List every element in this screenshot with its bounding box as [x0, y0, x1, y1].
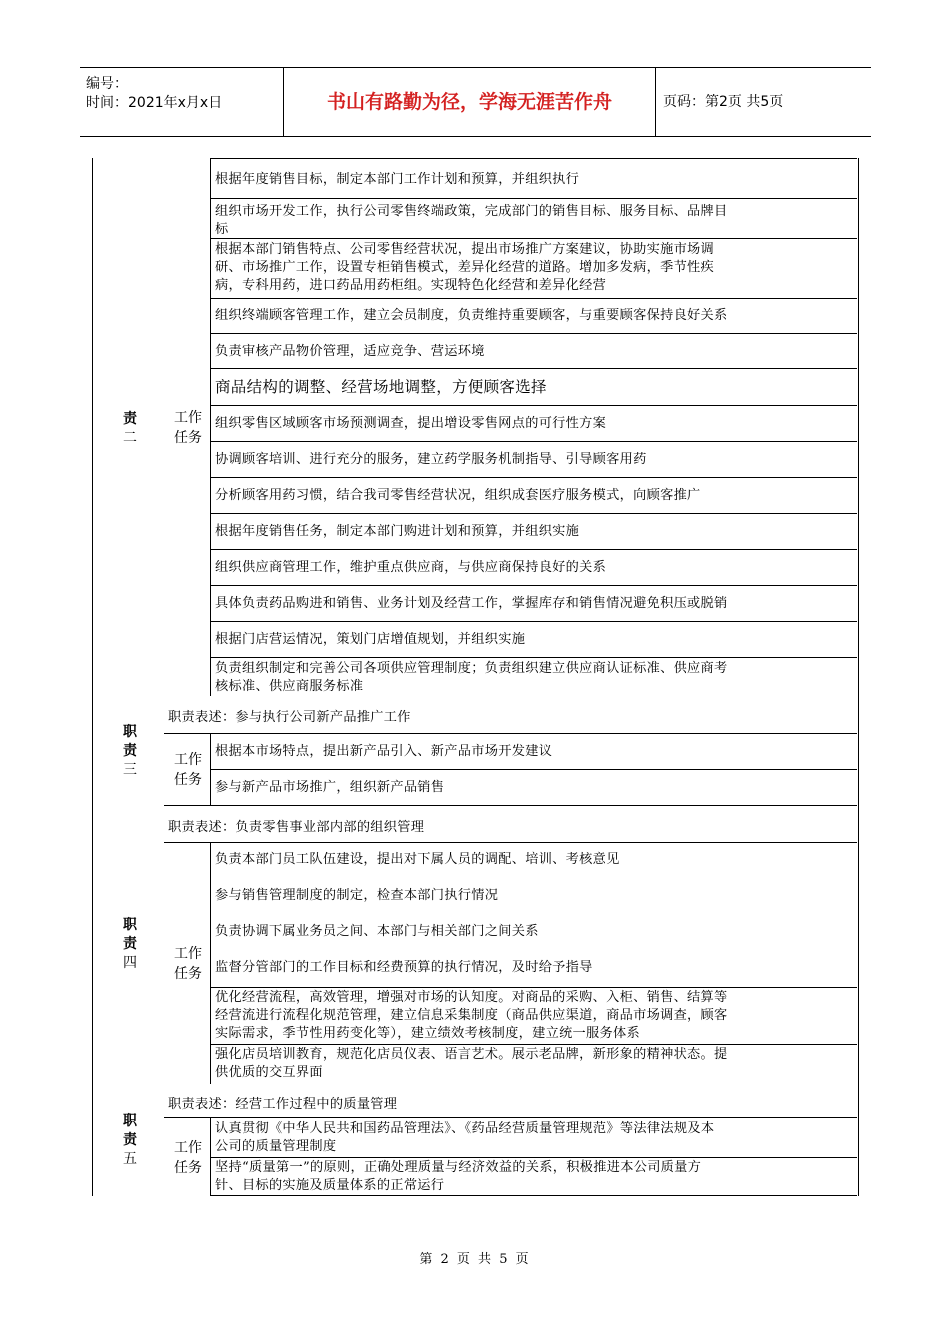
duty-3-description: 职责表述：参与执行公司新产品推广工作 [168, 710, 411, 725]
task-item: 组织供应商管理工作，维护重点供应商，与供应商保持良好的关系 [215, 560, 607, 575]
row-divider [210, 333, 857, 334]
task-item: 组织零售区域顾客市场预测调查，提出增设零售网点的可行性方案 [215, 416, 607, 431]
task-item: 坚持“质量第一”的原则，正确处理质量与经济效益的关系，积极推进本公司质量方 针、目标的实施及质量体系的正常运行 [215, 1160, 702, 1193]
task-item: 优化经营流程，高效管理，增强对市场的认知度。对商品的采购、入柜、销售、结算等 经营流进行流程化规范管理，建立信息采集制度（商品供应渠道，商品市场调查，顾客 实际需求，季节性用药变化等），建立绩效考核制度，建立统一服务体系 [215, 990, 728, 1041]
task-item: 分析顾客用药习惯，结合我司零售经营状况，组织成套医疗服务模式，向顾客推广 [215, 488, 701, 503]
task-item: 根据门店营运情况，策划门店增值规划，并组织实施 [215, 632, 526, 647]
task-item: 负责组织制定和完善公司各项供应管理制度；负责组织建立供应商认证标准、供应商考 核标准、供应商服务标准 [215, 661, 728, 694]
row-divider [210, 621, 857, 622]
duty-char: 责 [123, 411, 137, 427]
duty-char: 四 [123, 955, 137, 971]
duty-5-description: 职责表述：经营工作过程中的质量管理 [168, 1097, 398, 1112]
duty-char: 责 [123, 936, 137, 952]
duty-4-label [118, 916, 142, 973]
row-divider [210, 769, 857, 770]
row-divider [210, 657, 857, 658]
header-meta [80, 68, 283, 136]
page-code: 页码：第2页 共5页 [663, 94, 784, 110]
task-label [170, 408, 206, 448]
task-item: 组织市场开发工作，执行公司零售终端政策，完成部门的销售目标、服务目标、品牌目 标 [215, 204, 728, 237]
task-item: 参与新产品市场推广，组织新产品销售 [215, 780, 445, 795]
task-label-line: 任务 [174, 772, 202, 788]
task-label-line: 任务 [174, 966, 202, 982]
task-item: 负责本部门员工队伍建设，提出对下属人员的调配、培训、考核意见 [215, 852, 620, 867]
page-footer: 第 2 页 共 5 页 [419, 1252, 531, 1267]
task-label-line: 工作 [174, 946, 202, 962]
task-item: 根据本市场特点，提出新产品引入、新产品市场开发建议 [215, 744, 553, 759]
task-label-line: 工作 [174, 1140, 202, 1156]
row-divider [210, 368, 857, 369]
row-divider [164, 733, 857, 734]
duty-3-label [118, 723, 142, 780]
task-item: 根据年度销售任务，制定本部门购进计划和预算，并组织实施 [215, 524, 580, 539]
task-label-line: 工作 [174, 410, 202, 426]
task-label-line: 工作 [174, 752, 202, 768]
task-item: 协调顾客培训、进行充分的服务，建立药学服务机制指导、引导顾客用药 [215, 452, 647, 467]
duty-char: 二 [123, 430, 137, 446]
row-divider [210, 441, 857, 442]
row-divider [210, 1044, 857, 1045]
task-item: 强化店员培训教育，规范化店员仪表、语言艺术。展示老品牌，新形象的精神状态。提 供优质的交互界面 [215, 1047, 728, 1080]
duty-char: 职 [123, 917, 137, 933]
time-label: 时间：2021年x月x日 [86, 95, 223, 111]
row-divider [210, 298, 857, 299]
task-column-divider [210, 842, 211, 1084]
duty-char: 五 [123, 1151, 137, 1167]
task-label [170, 1138, 206, 1178]
number-label: 编号： [86, 76, 128, 92]
row-divider [210, 477, 857, 478]
task-item: 具体负责药品购进和销售、业务计划及经营工作，掌握库存和销售情况避免积压或脱销 [215, 596, 728, 611]
duty-char: 责 [123, 1132, 137, 1148]
task-item: 根据年度销售目标，制定本部门工作计划和预算，并组织执行 [215, 172, 580, 187]
row-divider [210, 198, 857, 199]
row-divider [210, 987, 857, 988]
task-item: 参与销售管理制度的制定，检查本部门执行情况 [215, 888, 499, 903]
task-label [170, 750, 206, 790]
row-divider [164, 842, 857, 843]
row-divider [210, 158, 857, 159]
task-item: 负责审核产品物价管理，适应竞争、营运环境 [215, 344, 485, 359]
row-divider [210, 549, 857, 550]
document-header [80, 67, 871, 137]
row-divider [210, 405, 857, 406]
row-divider [210, 1157, 857, 1158]
header-motto: 书山有路勤为径，学海无涯苦作舟 [283, 68, 656, 136]
duty-char: 职 [123, 724, 137, 740]
row-divider [164, 1117, 857, 1118]
duty-char: 三 [123, 762, 137, 778]
duty-char: 责 [123, 743, 137, 759]
duty-4-description: 职责表述：负责零售事业部内部的组织管理 [168, 820, 425, 835]
row-divider [164, 805, 857, 806]
task-item: 商品结构的调整、经营场地调整，方便顾客选择 [215, 378, 547, 396]
task-item: 根据本部门销售特点、公司零售经营状况，提出市场推广方案建议，协助实施市场调 研、市场推广工作，设置专柜销售模式，差异化经营的道路。增加多发病，季节性疾 病，专科用药，进口药品用药柜组。实现特色化经营和差异化经营 [215, 242, 715, 293]
task-item: 监督分管部门的工作目标和经费预算的执行情况，及时给予指导 [215, 960, 593, 975]
duty-5-label [118, 1112, 142, 1169]
row-divider [210, 513, 857, 514]
task-item: 负责协调下属业务员之间、本部门与相关部门之间关系 [215, 924, 539, 939]
task-label-line: 任务 [174, 1160, 202, 1176]
task-item: 认真贯彻《中华人民共和国药品管理法》、《药品经营质量管理规范》等法律法规及本 公司的质量管理制度 [215, 1121, 715, 1154]
row-divider [210, 1195, 857, 1196]
duty-char: 职 [123, 1113, 137, 1129]
task-label [170, 944, 206, 984]
row-divider [210, 585, 857, 586]
duty-2-label [118, 410, 142, 448]
task-label-line: 任务 [174, 430, 202, 446]
task-item: 组织终端顾客管理工作，建立会员制度，负责维持重要顾客，与重要顾客保持良好关系 [215, 308, 728, 323]
